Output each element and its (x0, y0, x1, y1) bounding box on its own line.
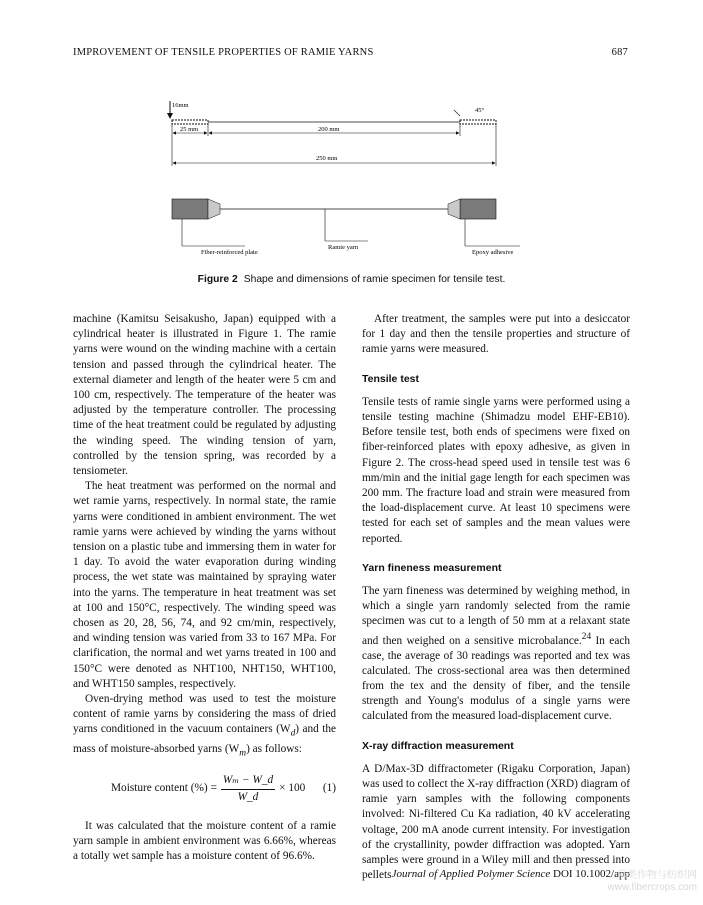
equation-number: (1) (322, 782, 336, 795)
specimen-figure (160, 96, 520, 271)
angle-mark (454, 110, 460, 116)
left-tab-top (172, 120, 208, 124)
moisture-equation: Moisture content (%) = $\frac{\text{Wₘ − W\_d}}{W\_d}$ × 100 (1) (73, 773, 336, 804)
journal-name: Journal of Applied Polymer Science (391, 868, 551, 880)
section-yarn-fineness: Yarn fineness measurement (362, 561, 502, 574)
angle-label: 45° (475, 107, 485, 114)
label-epoxy: Epoxy adhesive (472, 249, 514, 256)
equation-fraction: $\frac{\text{Wₘ − W\_d}}{W\_d}$ (222, 774, 274, 803)
label-plate: Fiber-reinforced plate (201, 249, 258, 256)
left-epoxy (208, 199, 220, 219)
dim-25-label: 25 mm (180, 126, 199, 133)
label-yarn: Ramie yarn (328, 244, 359, 251)
citation-ref: 24 (581, 631, 592, 642)
figure-number: Figure 2 (197, 274, 238, 285)
left-para-1: machine (Kamitsu Seisakusho, Japan) equipped with a cylindrical heater is illustrated in Figure 1. The ramie yarns were wound on the winding machine with a certain tension and passed through the cylindrical heater. The external diameter and length of the heater were 5 cm and 100 cm, respectively. The temperature of the heater was adjusted by the temperature controller. The processing time of the heat treatment could be regulated by adjusting the winding speed. The winding tension of yarn, controlled by the tension spring, was recorded by a tensiometer. (73, 313, 336, 478)
dim-250-label: 250 mm (316, 155, 338, 162)
caption-text: Shape and dimensions of ramie specimen for tensile test. (243, 274, 506, 285)
watermark: 麻类作物与纺织网 www.fibercrops.com (607, 870, 697, 893)
dim-16-label: 16mm (172, 102, 189, 109)
left-para-4: It was calculated that the moisture content of a ramie yarn sample in ambient environment was 6.66%, whereas a totally wet sample has a moisture content of 96.6%. (73, 819, 336, 863)
right-para-1: After treatment, the samples were put into a desiccator for 1 day and then the tensile properties and structure of ramie yarns were measured. (362, 313, 630, 356)
section-xrd: X-ray diffraction measurement (362, 739, 514, 752)
section-tensile-test: Tensile test (362, 372, 419, 385)
left-plate-side (172, 199, 208, 219)
doi: DOI 10.1002/app (553, 868, 630, 880)
right-para-2: Tensile tests of ramie single yarns were performed using a tensile testing machine (Shimadzu model EHF-EB10). Before tensile test, both ends of specimens were fixed on fiber-reinforced plates with epoxy adhesive, as given in Figure 2. The cross-head speed used in tensile test was 6 mm/min and the initial gage length for each specimen was 200 mm. The fracture load and strain were measured from the load-displacement curve. At least 10 specimens were tested for each set of samples and the mean values were reported. (362, 395, 630, 545)
right-tab-top (460, 120, 496, 124)
figure-caption (0, 274, 703, 285)
right-para-3: The yarn fineness was determined by weighing method, in which a single yarn randomly selected from the ramie specimen was cut to a length of 50 mm at a relaxant state and then weighed on a sensitive microbalance.$^{24}$ In each case, the average of 30 readings was reported and tex was calculated. The cross-sectional area was then determined from the tex and the density of fiber, and the tensile strength and Young's modulus of a single yarns were calculated from the measured load-displacement curve. (362, 585, 630, 723)
dim-200-label: 200 mm (318, 126, 340, 133)
right-para-4: A D/Max-3D diffractometer (Rigaku Corporation, Japan) was used to collect the X-ray diffraction (XRD) diagram of ramie yarn samples with the following components involved: Ni-filtered Cu Ka radiation, 40 kV accelerating voltage, 200 mA anode current intensity. For investigation of the crystallinity, powder diffraction was adopted. Yarn samples were ground in a Wiley mill and then pressed into pellets (362, 762, 631, 882)
left-para-2: The heat treatment was performed on the normal and wet ramie yarns, respectively. In normal state, the ramie yarns were conditioned in ambient environment. The wet ramie yarns were achieved by winding the yarns without tension on a plastic tube and immersing them in water for 1 day. To avoid the water evaporation during winding process, the wet state was maintained by spraying water into the yarns. The temperature in heat treatment was set at 100 and 150°C, respectively. The winding speed was chosen as 20, 28, 56, 74, and 92 cm/min, respectively, and winding tension was varied from 33 to 167 MPa. For clarification, the normal and wet yarns treated in 100 and 150°C were denoted as NHT100, NHT150, WHT100, and WHT150 samples, respectively. (73, 480, 336, 690)
journal-footer (392, 868, 630, 880)
left-para-3: Oven-drying method was used to test the moisture content of ramie yarns by considering the mass of dried yarns conditioned in the vacuum containers $(W_d)$ and the mass of moisture-absorbed yarns $(W_m)$ as follows: (73, 693, 336, 759)
running-title: IMPROVEMENT OF TENSILE PROPERTIES OF RAMIE YARNS (73, 47, 374, 58)
right-epoxy (448, 199, 460, 219)
running-header (73, 47, 628, 58)
page-number: 687 (611, 47, 628, 58)
left-column (73, 312, 336, 864)
right-column (362, 312, 630, 883)
right-plate-side (460, 199, 496, 219)
